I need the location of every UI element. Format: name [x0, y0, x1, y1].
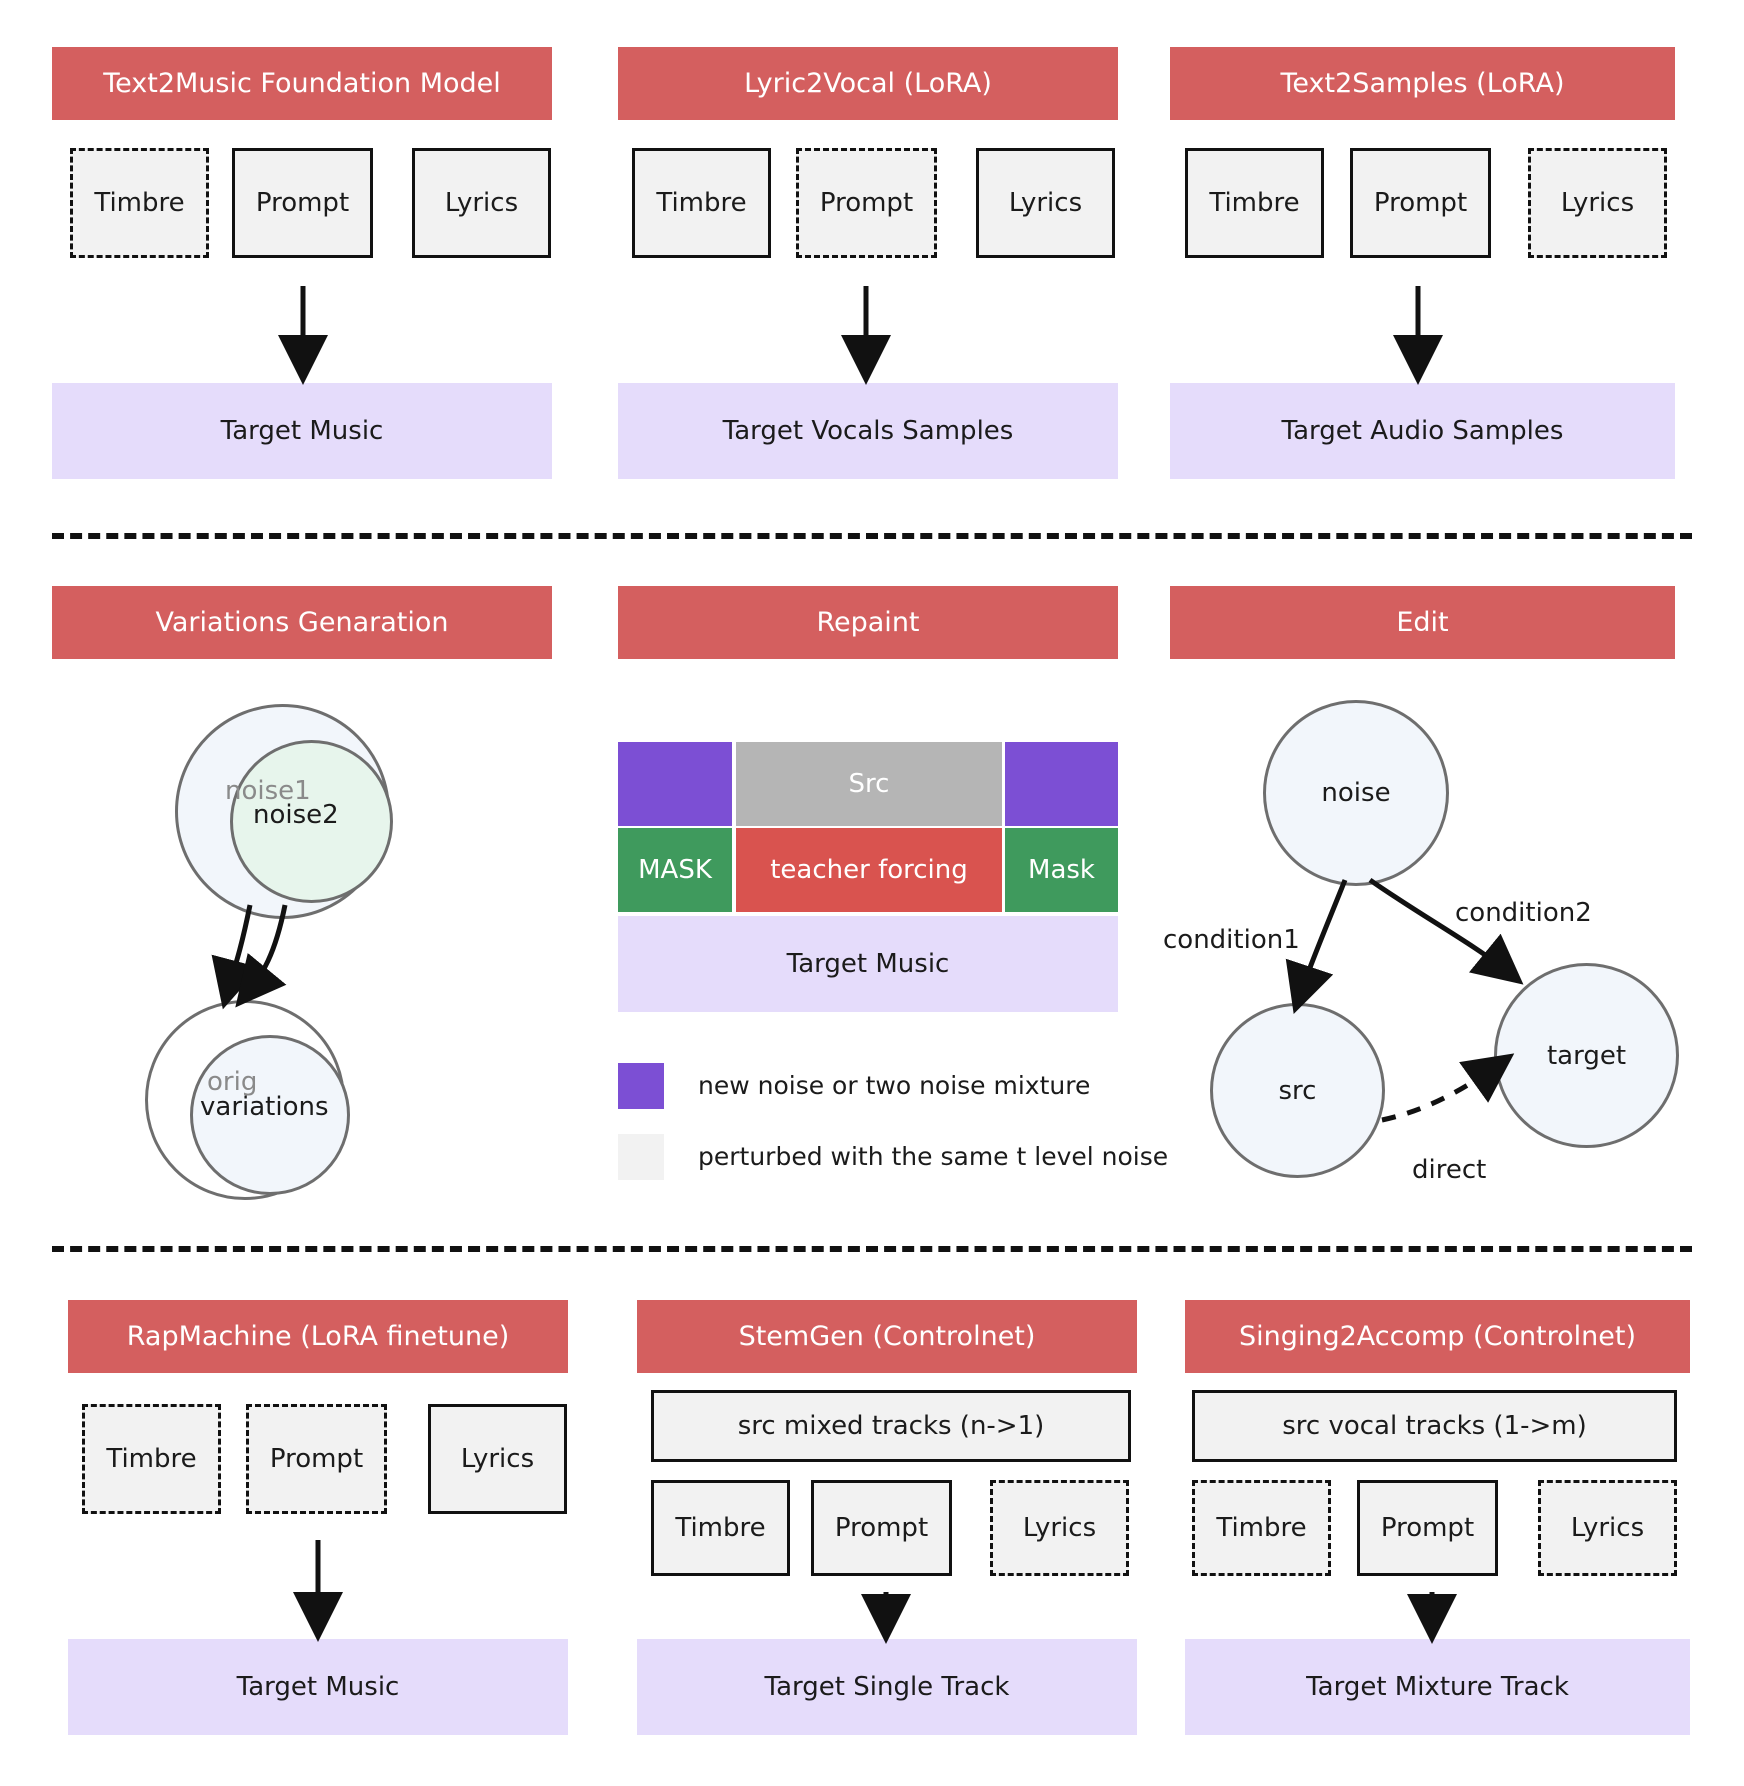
target-music-2: Target Music — [68, 1639, 568, 1735]
token-lyrics: Lyrics — [1528, 148, 1667, 258]
legend-label-perturbed: perturbed with the same t level noise — [698, 1142, 1169, 1171]
legend-swatch-noise — [618, 1063, 664, 1109]
section-divider-2 — [52, 1246, 1692, 1252]
label-orig: orig — [207, 1067, 258, 1097]
panel-header-text2samples: Text2Samples (LoRA) — [1170, 47, 1675, 120]
token-timbre: Timbre — [82, 1404, 221, 1514]
arrow-noise-to-src — [1300, 880, 1345, 995]
panel-header-lyric2vocal: Lyric2Vocal (LoRA) — [618, 47, 1118, 120]
token-prompt: Prompt — [1357, 1480, 1498, 1576]
arrow-noise1-to-variations — [228, 905, 250, 990]
repaint-cell-noise-right — [1005, 742, 1118, 826]
token-lyrics: Lyrics — [412, 148, 551, 258]
label-noise1: noise1 — [225, 776, 311, 806]
panel-header-stemgen: StemGen (Controlnet) — [637, 1300, 1137, 1373]
token-timbre: Timbre — [1185, 148, 1324, 258]
token-timbre: Timbre — [70, 148, 209, 258]
token-prompt: Prompt — [246, 1404, 387, 1514]
src-vocal-tracks-box: src vocal tracks (1->m) — [1192, 1390, 1677, 1462]
circle-noise: noise — [1263, 700, 1449, 886]
label-condition1: condition1 — [1163, 925, 1300, 955]
target-vocals-samples: Target Vocals Samples — [618, 383, 1118, 479]
token-timbre: Timbre — [632, 148, 771, 258]
label-direct: direct — [1412, 1155, 1487, 1185]
repaint-cell-noise-left — [618, 742, 732, 826]
panel-header-variations: Variations Genaration — [52, 586, 552, 659]
panel-header-text2music: Text2Music Foundation Model — [52, 47, 552, 120]
token-prompt: Prompt — [232, 148, 373, 258]
panel-header-repaint: Repaint — [618, 586, 1118, 659]
token-prompt: Prompt — [796, 148, 937, 258]
panel-header-singing2accomp: Singing2Accomp (Controlnet) — [1185, 1300, 1690, 1373]
repaint-cell-mask-left: MASK — [618, 828, 732, 912]
target-single-track: Target Single Track — [637, 1639, 1137, 1735]
repaint-cell-teacher-forcing: teacher forcing — [736, 828, 1002, 912]
legend-swatch-perturbed — [618, 1134, 664, 1180]
repaint-cell-mask-right: Mask — [1005, 828, 1118, 912]
label-variations: variations — [200, 1092, 329, 1122]
token-prompt: Prompt — [811, 1480, 952, 1576]
repaint-cell-src: Src — [736, 742, 1002, 826]
circle-target: target — [1494, 963, 1679, 1148]
repaint-target-music: Target Music — [618, 916, 1118, 1012]
legend-label-noise: new noise or two noise mixture — [698, 1071, 1091, 1100]
panel-header-rapmachine: RapMachine (LoRA finetune) — [68, 1300, 568, 1373]
token-lyrics: Lyrics — [1538, 1480, 1677, 1576]
token-prompt: Prompt — [1350, 148, 1491, 258]
token-lyrics: Lyrics — [428, 1404, 567, 1514]
src-mixed-tracks-box: src mixed tracks (n->1) — [651, 1390, 1131, 1462]
arrow-src-to-target-direct — [1382, 1065, 1498, 1120]
target-music-1: Target Music — [52, 383, 552, 479]
section-divider-1 — [52, 533, 1692, 539]
token-lyrics: Lyrics — [976, 148, 1115, 258]
panel-header-edit: Edit — [1170, 586, 1675, 659]
target-audio-samples: Target Audio Samples — [1170, 383, 1675, 479]
token-lyrics: Lyrics — [990, 1480, 1129, 1576]
target-mixture-track: Target Mixture Track — [1185, 1639, 1690, 1735]
token-timbre: Timbre — [651, 1480, 790, 1576]
label-condition2: condition2 — [1455, 898, 1592, 928]
token-timbre: Timbre — [1192, 1480, 1331, 1576]
label-noise2: noise2 — [253, 800, 339, 830]
circle-src: src — [1210, 1003, 1385, 1178]
